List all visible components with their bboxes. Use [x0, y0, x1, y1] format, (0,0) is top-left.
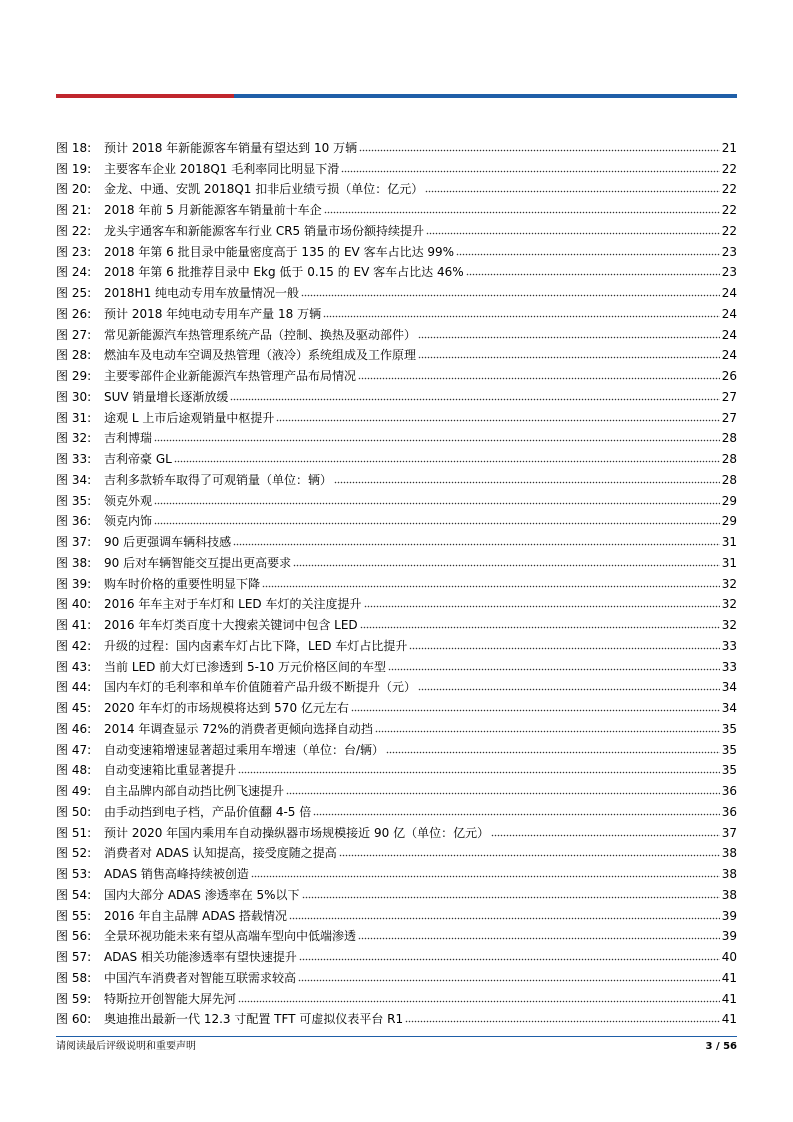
toc-entry-page: 29	[721, 514, 737, 529]
toc-entry-page: 24	[721, 327, 737, 342]
toc-entry-title: 升级的过程：国内卤素车灯占比下降，LED 车灯占比提升	[104, 638, 408, 653]
toc-entry-label: 图 49:	[56, 784, 92, 798]
toc-entry-title: 2014 年调查显示 72%的消费者更倾向选择自动挡	[104, 721, 373, 736]
toc-entry-page: 35	[721, 721, 737, 736]
toc-entry-label: 图 46:	[56, 721, 92, 736]
toc-entry[interactable]	[56, 445, 737, 466]
toc-entry-title: 2016 年车灯类百度十大搜索关键词中包含 LED	[104, 618, 358, 632]
toc-entry-title: 2018 年前 5 月新能源客车销量前十车企	[104, 203, 322, 217]
toc-entry[interactable]	[56, 674, 737, 695]
footer-divider	[56, 1036, 737, 1037]
toc-dot-leader	[456, 253, 720, 256]
toc-entry[interactable]	[56, 300, 737, 321]
toc-entry[interactable]	[56, 196, 737, 217]
toc-entry-title: 主要客车企业 2018Q1 毛利率同比明显下滑	[104, 161, 340, 176]
toc-entry-label: 图 40:	[56, 597, 92, 612]
toc-entry-label: 图 25:	[56, 286, 92, 300]
toc-entry[interactable]	[56, 362, 737, 383]
toc-entry-label: 图 42:	[56, 638, 92, 653]
toc-entry-label: 图 30:	[56, 389, 92, 404]
toc-entry[interactable]	[56, 902, 737, 923]
toc-entry-page: 24	[721, 306, 737, 321]
figure-list	[56, 134, 737, 1026]
toc-dot-leader	[375, 730, 720, 733]
toc-entry-page: 32	[721, 576, 737, 591]
toc-entry-label: 图 35:	[56, 493, 92, 508]
toc-entry-label: 图 37:	[56, 535, 92, 549]
toc-entry-page: 27	[721, 410, 737, 425]
toc-dot-leader	[154, 502, 720, 505]
toc-entry-title: 吉利多款轿车取得了可观销量（单位：辆）	[104, 472, 333, 487]
toc-entry-title: 国内大部分 ADAS 渗透率在 5%以下	[104, 887, 300, 902]
toc-dot-leader	[358, 937, 720, 940]
toc-entry-label: 图 21:	[56, 203, 92, 217]
toc-entry-title: 预计 2020 年国内乘用车自动操纵器市场规模接近 90 亿（单位：亿元）	[104, 825, 490, 840]
toc-entry-page: 41	[721, 1012, 737, 1027]
toc-entry-title: 2018 年第 6 批目录中能量密度高于 135 的 EV 客车占比达 99%	[104, 244, 455, 259]
toc-entry[interactable]	[56, 217, 737, 238]
header-accent-blue	[234, 94, 737, 98]
toc-entry-title: 全景环视功能未来有望从高端车型向中低端渗透	[104, 929, 357, 944]
toc-entry-label: 图 28:	[56, 348, 92, 363]
toc-entry-title: 预计 2018 年纯电动专用车产量 18 万辆	[104, 306, 322, 321]
toc-entry-label: 图 27:	[56, 327, 92, 342]
toc-entry-page: 36	[721, 784, 737, 798]
toc-entry-page: 28	[721, 472, 737, 487]
toc-entry[interactable]	[56, 259, 737, 280]
toc-entry-page: 28	[721, 452, 737, 466]
toc-entry-label: 图 55:	[56, 908, 92, 923]
toc-entry[interactable]	[56, 632, 737, 653]
toc-entry[interactable]	[56, 1006, 737, 1027]
toc-entry-title: ADAS 相关功能渗透率有望快速提升	[104, 950, 297, 964]
toc-entry-label: 图 24:	[56, 265, 92, 280]
toc-entry-label: 图 48:	[56, 763, 92, 778]
toc-entry-label: 图 19:	[56, 161, 92, 176]
toc-entry-label: 图 22:	[56, 223, 92, 238]
toc-entry-label: 图 29:	[56, 369, 92, 383]
toc-entry-title: 龙头宇通客车和新能源客车行业 CR5 销量市场份额持续提升	[104, 223, 424, 238]
toc-entry-label: 图 59:	[56, 991, 92, 1006]
toc-entry-title: 当前 LED 前大灯已渗透到 5-10 万元价格区间的车型	[104, 659, 387, 674]
toc-entry-label: 图 38:	[56, 555, 92, 570]
toc-entry[interactable]	[56, 549, 737, 570]
toc-dot-leader	[276, 419, 719, 422]
toc-entry-page: 35	[721, 763, 737, 778]
toc-entry-title: 2016 年车主对于车灯和 LED 车灯的关注度提升	[104, 597, 362, 612]
toc-entry-title: 由手动挡到电子档，产品价值翻 4-5 倍	[104, 804, 312, 819]
toc-entry-label: 图 33:	[56, 452, 92, 466]
toc-dot-leader	[358, 377, 720, 380]
toc-entry-page: 32	[721, 597, 737, 612]
toc-entry-title: 吉利帝豪 GL	[104, 452, 172, 466]
toc-entry[interactable]	[56, 943, 737, 964]
toc-dot-leader	[299, 958, 720, 961]
toc-entry[interactable]	[56, 757, 737, 778]
toc-entry-title: 吉利博瑞	[104, 431, 153, 446]
toc-dot-leader	[339, 854, 720, 857]
toc-dot-leader	[418, 688, 720, 691]
toc-entry-label: 图 53:	[56, 867, 92, 881]
toc-dot-leader	[323, 315, 720, 318]
toc-dot-leader	[262, 585, 720, 588]
toc-entry-page: 23	[721, 265, 737, 280]
toc-entry-label: 图 47:	[56, 742, 92, 757]
toc-entry-page: 24	[721, 348, 737, 363]
toc-dot-leader	[341, 170, 719, 173]
toc-dot-leader	[359, 149, 720, 152]
toc-entry-page: 38	[721, 846, 737, 861]
toc-entry[interactable]	[56, 819, 737, 840]
toc-entry-label: 图 52:	[56, 846, 92, 861]
toc-entry[interactable]	[56, 238, 737, 259]
toc-entry[interactable]	[56, 342, 737, 363]
toc-entry-page: 38	[721, 887, 737, 902]
toc-entry-label: 图 36:	[56, 514, 92, 529]
toc-entry-page: 41	[721, 970, 737, 985]
toc-entry-page: 35	[721, 742, 737, 757]
toc-entry[interactable]	[56, 694, 737, 715]
toc-entry-title: SUV 销量增长逐渐放缓	[104, 389, 229, 404]
toc-entry-title: 90 后更强调车辆科技感	[104, 535, 232, 549]
toc-entry[interactable]	[56, 134, 737, 155]
toc-entry-title: 购车时价格的重要性明显下降	[104, 576, 261, 591]
toc-entry-label: 图 44:	[56, 680, 92, 695]
toc-dot-leader	[313, 813, 719, 816]
toc-dot-leader	[418, 336, 720, 339]
toc-entry-title: 90 后对车辆智能交互提出更高要求	[104, 555, 292, 570]
toc-entry[interactable]	[56, 279, 737, 300]
toc-entry-label: 图 57:	[56, 950, 92, 964]
toc-entry-label: 图 50:	[56, 804, 92, 819]
toc-entry[interactable]	[56, 736, 737, 757]
toc-dot-leader	[286, 792, 720, 795]
toc-entry-title: 2018 年第 6 批推荐目录中 Ekg 低于 0.15 的 EV 客车占比达 46%	[104, 265, 464, 280]
toc-dot-leader	[154, 439, 720, 442]
toc-dot-leader	[251, 875, 720, 878]
toc-dot-leader	[491, 834, 720, 837]
toc-entry[interactable]	[56, 923, 737, 944]
toc-entry[interactable]	[56, 425, 737, 446]
toc-entry-title: 2016 年自主品牌 ADAS 搭载情况	[104, 908, 288, 923]
toc-entry-label: 图 23:	[56, 244, 92, 259]
toc-dot-leader	[418, 356, 720, 359]
toc-entry-page: 21	[721, 140, 737, 155]
toc-entry-page: 33	[721, 659, 737, 674]
toc-entry[interactable]	[56, 508, 737, 529]
toc-entry-title: 自动变速箱比重显著提升	[104, 763, 237, 778]
toc-entry[interactable]	[56, 715, 737, 736]
toc-dot-leader	[360, 626, 720, 629]
toc-entry-page: 34	[721, 680, 737, 695]
toc-entry-page: 36	[721, 804, 737, 819]
toc-entry[interactable]	[56, 321, 737, 342]
toc-entry-label: 图 32:	[56, 431, 92, 446]
toc-entry-label: 图 43:	[56, 659, 92, 674]
toc-dot-leader	[388, 668, 720, 671]
toc-entry-title: 常见新能源汽车热管理系统产品（控制、换热及驱动部件）	[104, 327, 417, 342]
toc-entry-page: 31	[721, 535, 737, 549]
page-indicator: 3 / 56	[705, 1041, 737, 1052]
toc-entry-page: 34	[721, 701, 737, 715]
toc-entry-title: 主要零部件企业新能源汽车热管理产品布局情况	[104, 369, 357, 383]
toc-entry-page: 39	[721, 929, 737, 944]
toc-dot-leader	[238, 1000, 720, 1003]
footer-disclaimer: 请阅读最后评级说明和重要声明	[56, 1041, 196, 1052]
toc-dot-leader	[230, 398, 719, 401]
toc-entry-page: 33	[721, 638, 737, 653]
toc-entry-label: 图 26:	[56, 306, 92, 321]
toc-dot-leader	[293, 564, 720, 567]
toc-dot-leader	[405, 1020, 720, 1023]
toc-entry-page: 23	[721, 244, 737, 259]
toc-entry-title: 2018H1 纯电动专用车放量情况一般	[104, 286, 300, 300]
toc-entry-title: 2020 年车灯的市场规模将达到 570 亿元左右	[104, 701, 349, 715]
toc-entry[interactable]	[56, 964, 737, 985]
toc-entry-page: 40	[721, 950, 737, 964]
toc-dot-leader	[351, 709, 720, 712]
toc-entry[interactable]	[56, 840, 737, 861]
toc-dot-leader	[386, 751, 720, 754]
toc-entry[interactable]	[56, 404, 737, 425]
toc-entry-page: 28	[721, 431, 737, 446]
toc-dot-leader	[364, 605, 720, 608]
toc-entry-label: 图 41:	[56, 618, 92, 632]
toc-entry-page: 26	[721, 369, 737, 383]
toc-entry-title: 燃油车及电动车空调及热管理（液冷）系统组成及工作原理	[104, 348, 417, 363]
toc-entry[interactable]	[56, 176, 737, 197]
toc-entry-label: 图 34:	[56, 472, 92, 487]
toc-dot-leader	[154, 522, 720, 525]
toc-entry[interactable]	[56, 798, 737, 819]
toc-entry-title: 领克内饰	[104, 514, 153, 529]
toc-entry-title: ADAS 销售高峰持续被创造	[104, 867, 249, 881]
toc-entry-label: 图 54:	[56, 887, 92, 902]
toc-entry[interactable]	[56, 777, 737, 798]
toc-entry-page: 22	[721, 161, 737, 176]
toc-entry-title: 预计 2018 年新能源客车销量有望达到 10 万辆	[104, 140, 358, 155]
toc-entry-page: 24	[721, 286, 737, 300]
toc-entry-title: 国内车灯的毛利率和单车价值随着产品升级不断提升（元）	[104, 680, 417, 695]
toc-entry-label: 图 20:	[56, 182, 92, 197]
toc-entry-title: 特斯拉开创智能大屏先河	[104, 991, 237, 1006]
toc-entry-title: 途观 L 上市后途观销量中枢提升	[104, 410, 275, 425]
toc-entry-title: 金龙、中通、安凯 2018Q1 扣非后业绩亏损（单位：亿元）	[104, 182, 424, 197]
toc-entry-page: 31	[721, 555, 737, 570]
toc-entry-label: 图 51:	[56, 825, 92, 840]
toc-entry-label: 图 18:	[56, 140, 92, 155]
toc-entry[interactable]	[56, 155, 737, 176]
toc-entry[interactable]	[56, 860, 737, 881]
toc-entry-page: 22	[721, 223, 737, 238]
toc-entry-page: 22	[721, 182, 737, 197]
toc-entry-page: 29	[721, 493, 737, 508]
toc-entry-title: 奥迪推出最新一代 12.3 寸配置 TFT 可虚拟仪表平台 R1	[104, 1012, 404, 1027]
toc-dot-leader	[301, 294, 720, 297]
toc-entry[interactable]	[56, 570, 737, 591]
toc-entry-label: 图 45:	[56, 701, 92, 715]
toc-entry-page: 27	[721, 389, 737, 404]
toc-entry-title: 自动变速箱增速显著超过乘用车增速（单位：台/辆）	[104, 742, 385, 757]
header-accent-bar	[56, 94, 737, 98]
toc-dot-leader	[334, 481, 720, 484]
toc-dot-leader	[302, 896, 720, 899]
toc-entry-title: 领克外观	[104, 493, 153, 508]
toc-dot-leader	[238, 771, 720, 774]
toc-entry[interactable]	[56, 985, 737, 1006]
toc-entry-page: 41	[721, 991, 737, 1006]
toc-entry[interactable]	[56, 881, 737, 902]
toc-dot-leader	[425, 190, 719, 193]
toc-entry[interactable]	[56, 487, 737, 508]
toc-entry[interactable]	[56, 383, 737, 404]
toc-entry-title: 自主品牌内部自动挡比例飞速提升	[104, 784, 285, 798]
toc-dot-leader	[233, 543, 720, 546]
toc-entry-title: 中国汽车消费者对智能互联需求较高	[104, 970, 297, 985]
toc-dot-leader	[298, 979, 720, 982]
toc-entry[interactable]	[56, 611, 737, 632]
toc-entry-page: 37	[721, 825, 737, 840]
toc-entry-label: 图 60:	[56, 1012, 92, 1027]
toc-entry-label: 图 58:	[56, 970, 92, 985]
toc-entry-label: 图 31:	[56, 410, 92, 425]
toc-entry-page: 39	[721, 908, 737, 923]
toc-entry[interactable]	[56, 591, 737, 612]
toc-dot-leader	[289, 917, 720, 920]
toc-entry-label: 图 39:	[56, 576, 92, 591]
toc-entry[interactable]	[56, 528, 737, 549]
toc-dot-leader	[426, 232, 720, 235]
header-accent-red	[56, 94, 234, 98]
toc-entry[interactable]	[56, 653, 737, 674]
toc-entry-page: 32	[721, 618, 737, 632]
toc-entry[interactable]	[56, 466, 737, 487]
toc-entry-page: 22	[721, 203, 737, 217]
toc-dot-leader	[409, 647, 719, 650]
toc-dot-leader	[174, 460, 720, 463]
toc-entry-label: 图 56:	[56, 929, 92, 944]
toc-entry-title: 消费者对 ADAS 认知提高，接受度随之提高	[104, 846, 337, 861]
toc-dot-leader	[324, 211, 720, 214]
toc-dot-leader	[466, 273, 720, 276]
toc-entry-page: 38	[721, 867, 737, 881]
